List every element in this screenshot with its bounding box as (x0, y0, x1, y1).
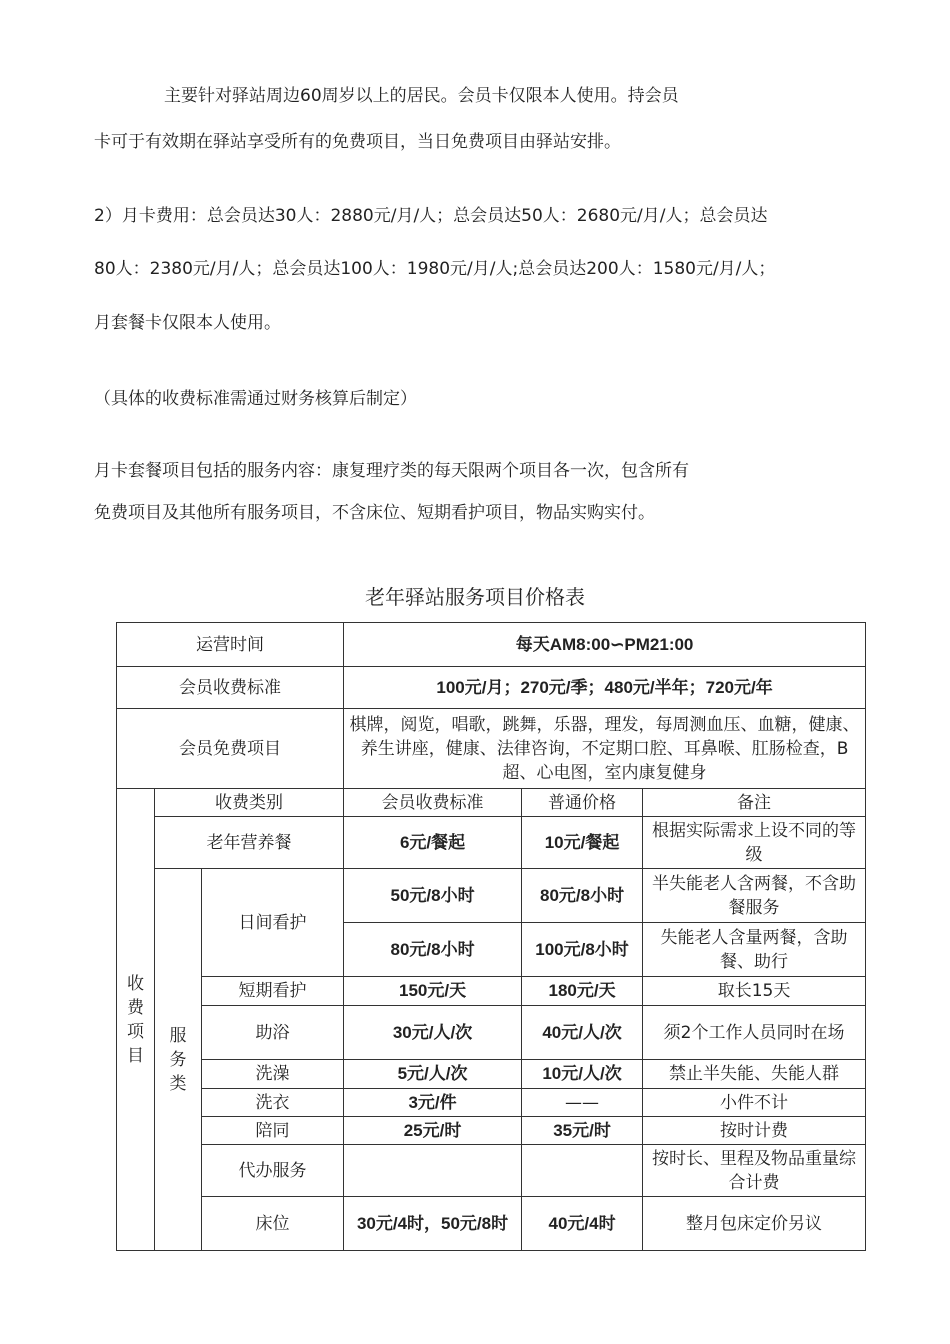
service-note: 按时计费 (643, 1117, 866, 1145)
meal-member-price: 6元/餐起 (344, 817, 522, 869)
service-member-price: 30元/4时，50元/8时 (344, 1197, 522, 1251)
table-row (117, 1089, 866, 1117)
free-value: 棋牌，阅览，唱歌，跳舞，乐器，理发，每周测血压、血糖，健康、养生讲座，健康、法律咨询，不定期口腔、耳鼻喉、肛肠检查，B超、心电图，室内康复健身 (344, 709, 866, 789)
paragraph-line: 免费项目及其他所有服务项目，不含床位、短期看护项目，物品实购实付。 (94, 503, 655, 523)
daycare-name: 日间看护 (202, 869, 344, 977)
service-normal-price: 40元/人/次 (522, 1006, 643, 1060)
service-name: 陪同 (202, 1117, 344, 1145)
fee-label: 会员收费标准 (117, 667, 344, 709)
service-name: 床位 (202, 1197, 344, 1251)
service-member-price: 3元/件 (344, 1089, 522, 1117)
table-row (117, 869, 866, 923)
service-note: 取长15天 (643, 977, 866, 1006)
table-row (117, 623, 866, 667)
service-normal-price: 35元/时 (522, 1117, 643, 1145)
service-note: 须2个工作人员同时在场 (643, 1006, 866, 1060)
service-name: 短期看护 (202, 977, 344, 1006)
paragraph-line: 月卡套餐项目包括的服务内容：康复理疗类的每天限两个项目各一次，包含所有 (94, 461, 689, 481)
service-normal-price: 40元/4时 (522, 1197, 643, 1251)
header-category: 收费类别 (155, 789, 344, 817)
service-member-price: 25元/时 (344, 1117, 522, 1145)
meal-name: 老年营养餐 (155, 817, 344, 869)
service-note: 小件不计 (643, 1089, 866, 1117)
service-note: 禁止半失能、失能人群 (643, 1060, 866, 1089)
daycare-normal-price: 80元/8小时 (522, 869, 643, 923)
charge-group-label (117, 789, 155, 1251)
paragraph-line: 2）月卡费用：总会员达30人：2880元/月/人；总会员达50人：2680元/月/人；总会员达 (94, 206, 768, 226)
hours-label: 运营时间 (117, 623, 344, 667)
free-label: 会员免费项目 (117, 709, 344, 789)
service-normal-price: —— (522, 1089, 643, 1117)
daycare-normal-price: 100元/8小时 (522, 923, 643, 977)
paragraph-line: 80人：2380元/月/人；总会员达100人：1980元/月/人;总会员达200人：1580元/月/人； (94, 259, 776, 279)
header-member-price: 会员收费标准 (344, 789, 522, 817)
table-row (117, 1145, 866, 1197)
charge-group-text: 收 费 项 目 (127, 973, 144, 1066)
service-name: 代办服务 (202, 1145, 344, 1197)
service-normal-price: 180元/天 (522, 977, 643, 1006)
daycare-note: 半失能老人含两餐，不含助餐服务 (643, 869, 866, 923)
table-row (117, 977, 866, 1006)
table-row (117, 1060, 866, 1089)
daycare-member-price: 80元/8小时 (344, 923, 522, 977)
service-normal-price: 10元/人/次 (522, 1060, 643, 1089)
paragraph-line: 月套餐卡仅限本人使用。 (94, 313, 281, 333)
table-row (117, 667, 866, 709)
table-row (117, 709, 866, 789)
service-group-text: 服 务 类 (169, 1025, 187, 1094)
meal-note: 根据实际需求上设不同的等级 (643, 817, 866, 869)
fee-value: 100元/月；270元/季；480元/半年；720元/年 (344, 667, 866, 709)
service-note: 整月包床定价另议 (643, 1197, 866, 1251)
table-row (117, 1117, 866, 1145)
header-normal-price: 普通价格 (522, 789, 643, 817)
service-name: 洗衣 (202, 1089, 344, 1117)
service-member-price (344, 1145, 522, 1197)
table-title: 老年驿站服务项目价格表 (365, 585, 585, 609)
paragraph-note: （具体的收费标准需通过财务核算后制定） (94, 389, 417, 409)
service-name: 助浴 (202, 1006, 344, 1060)
service-note: 按时长、里程及物品重量综合计费 (643, 1145, 866, 1197)
price-table (116, 622, 866, 1251)
service-member-price: 150元/天 (344, 977, 522, 1006)
paragraph-line: 卡可于有效期在驿站享受所有的免费项目，当日免费项目由驿站安排。 (94, 132, 621, 152)
daycare-note: 失能老人含量两餐，含助餐、助行 (643, 923, 866, 977)
paragraph-line: 主要针对驿站周边60周岁以上的居民。会员卡仅限本人使用。持会员 (164, 86, 679, 106)
header-note: 备注 (643, 789, 866, 817)
hours-value: 每天AM8:00∽PM21:00 (344, 623, 866, 667)
service-member-price: 30元/人/次 (344, 1006, 522, 1060)
service-member-price: 5元/人/次 (344, 1060, 522, 1089)
meal-normal-price: 10元/餐起 (522, 817, 643, 869)
daycare-member-price: 50元/8小时 (344, 869, 522, 923)
service-group-label (155, 869, 202, 1251)
table-header-row (117, 789, 866, 817)
table-row (117, 1197, 866, 1251)
table-row (117, 817, 866, 869)
service-name: 洗澡 (202, 1060, 344, 1089)
table-row (117, 1006, 866, 1060)
service-normal-price (522, 1145, 643, 1197)
